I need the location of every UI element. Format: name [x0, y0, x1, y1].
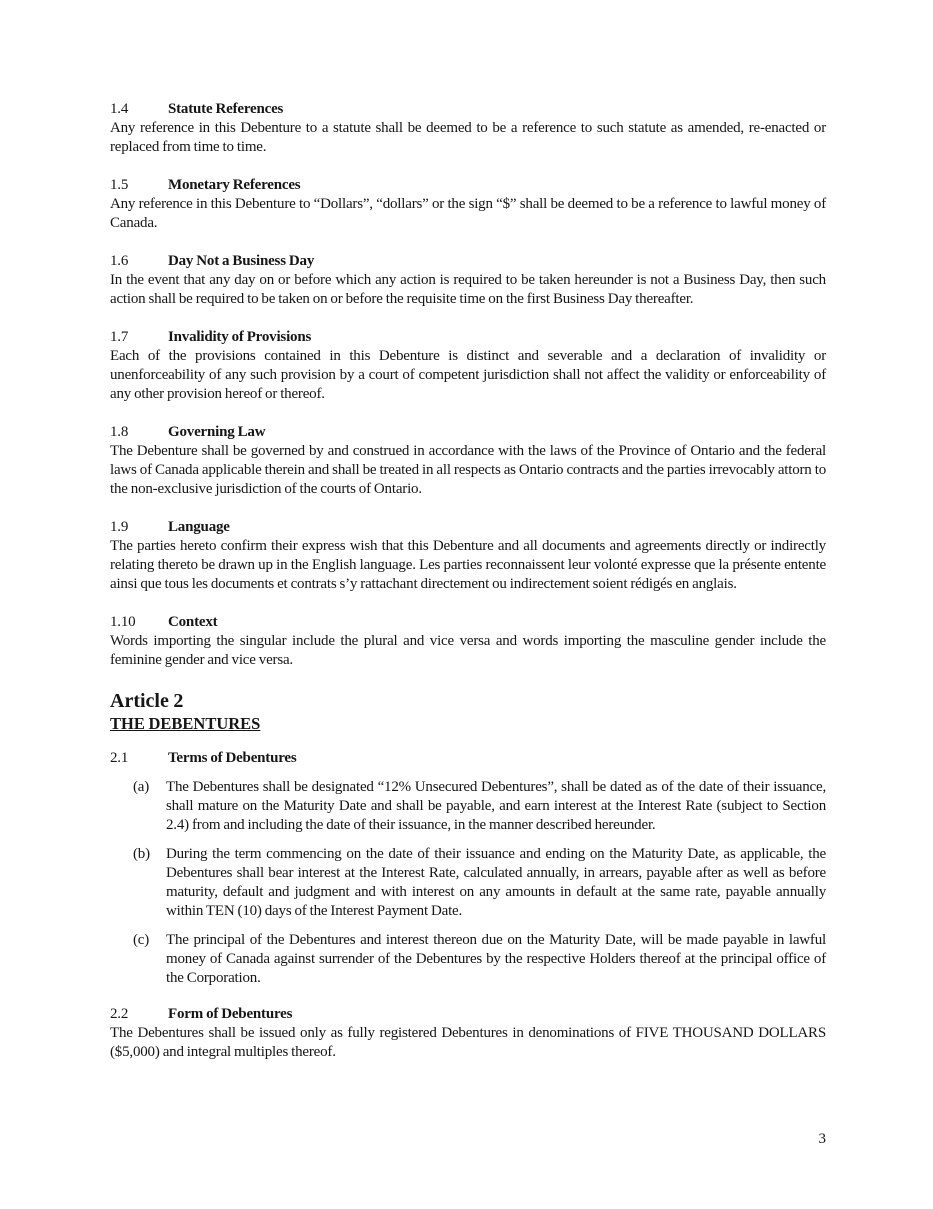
section-body: The Debentures shall be issued only as fully registered Debentures in denominations of FIVE THOUSAND DOLLARS ($5,000) and integral multiples thereof. [110, 1025, 826, 1060]
list-item-text: The Debentures shall be designated “12% Unsecured Debentures”, shall be dated as of the date of their issuance, shall mature on the Maturity Date and shall be payable, and earn interest at the Interest Rate (subject to Section 2.4) from and including the date of their issuance, in the manner described hereunder. [166, 779, 826, 833]
list-item-text: During the term commencing on the date of their issuance and ending on the Maturity Date, as applicable, the Debentures shall bear interest at the Interest Rate, calculated annually, in arrears, payable after as well as before maturity, default and judgment and with interest on any amounts in default at the same rate, payable annually within TEN (10) days of the Interest Payment Date. [166, 846, 826, 919]
list-item-marker: (c) [133, 932, 150, 948]
section-context [110, 613, 826, 670]
page-number: 3 [818, 1131, 826, 1147]
section-title: Form of Debentures [168, 1006, 293, 1022]
list-item-marker: (a) [133, 779, 150, 795]
section-number: 1.10 [110, 614, 136, 630]
section-language [110, 518, 826, 594]
section-number: 1.6 [110, 253, 129, 269]
list-item-marker: (b) [133, 846, 150, 862]
section-title: Language [168, 519, 230, 535]
section-title: Context [168, 614, 218, 630]
section-title: Invalidity of Provisions [168, 329, 312, 345]
section-heading [110, 518, 826, 537]
article-title: THE DEBENTURES [110, 714, 261, 733]
section-heading [110, 328, 826, 347]
section-number: 1.5 [110, 177, 129, 193]
section-statute-references [110, 100, 826, 157]
section-title: Monetary References [168, 177, 301, 193]
section-heading [110, 1005, 826, 1024]
section-invalidity-of-provisions [110, 328, 826, 404]
article-label: Article 2 [110, 690, 184, 712]
section-heading [110, 100, 826, 119]
section-title: Terms of Debentures [168, 750, 297, 766]
section-heading [110, 613, 826, 632]
list-item-b [133, 845, 826, 921]
section-terms-of-debentures [110, 749, 826, 988]
list-item-c [133, 931, 826, 988]
section-body: Each of the provisions contained in this Debenture is distinct and severable and a declaration of invalidity or unenforceability of any such provision by a court of competent jurisdiction shall not affect the validity or enforceability of any other provision hereof or thereof. [110, 348, 826, 402]
section-governing-law [110, 423, 826, 499]
section-number: 1.9 [110, 519, 129, 535]
section-heading [110, 176, 826, 195]
section-number: 1.8 [110, 424, 129, 440]
section-body: In the event that any day on or before which any action is required to be taken hereunder is not a Business Day, then such action shall be required to be taken on or before the requisite time on the first Business Day thereafter. [110, 272, 826, 307]
section-body: Any reference in this Debenture to “Dollars”, “dollars” or the sign “$” shall be deemed to be a reference to lawful money of Canada. [110, 196, 826, 231]
article-2-heading [110, 689, 826, 734]
section-body: Words importing the singular include the plural and vice versa and words importing the masculine gender include the feminine gender and vice versa. [110, 633, 826, 668]
list-item-a [133, 778, 826, 835]
section-body: The parties hereto confirm their express wish that this Debenture and all documents and agreements directly or indirectly relating thereto be drawn up in the English language. Les parties reconnaissent leur volonté expresse que la présente entente ainsi que tous les documents et contrats s’y rattachant directement ou indirectement soient rédigés en anglais. [110, 538, 826, 592]
section-title: Governing Law [168, 424, 266, 440]
section-form-of-debentures [110, 1005, 826, 1062]
section-heading [110, 423, 826, 442]
section-day-not-business-day [110, 252, 826, 309]
page-content [110, 100, 826, 1081]
section-number: 1.7 [110, 329, 129, 345]
section-title: Day Not a Business Day [168, 253, 315, 269]
section-title: Statute References [168, 101, 284, 117]
list-item-text: The principal of the Debentures and interest thereon due on the Maturity Date, will be made payable in lawful money of Canada against surrender of the Debentures by the respective Holders thereof at the principal office of the Corporation. [166, 932, 826, 986]
section-number: 1.4 [110, 101, 129, 117]
section-number: 2.1 [110, 750, 129, 766]
section-heading [110, 252, 826, 271]
section-heading [110, 749, 826, 768]
section-body: The Debenture shall be governed by and construed in accordance with the laws of the Province of Ontario and the federal laws of Canada applicable therein and shall be treated in all respects as Ontario contracts and the parties irrevocably attorn to the non-exclusive jurisdiction of the courts of Ontario. [110, 443, 826, 497]
section-body: Any reference in this Debenture to a statute shall be deemed to be a reference to such statute as amended, re-enacted or replaced from time to time. [110, 120, 826, 155]
section-number: 2.2 [110, 1006, 129, 1022]
section-monetary-references [110, 176, 826, 233]
